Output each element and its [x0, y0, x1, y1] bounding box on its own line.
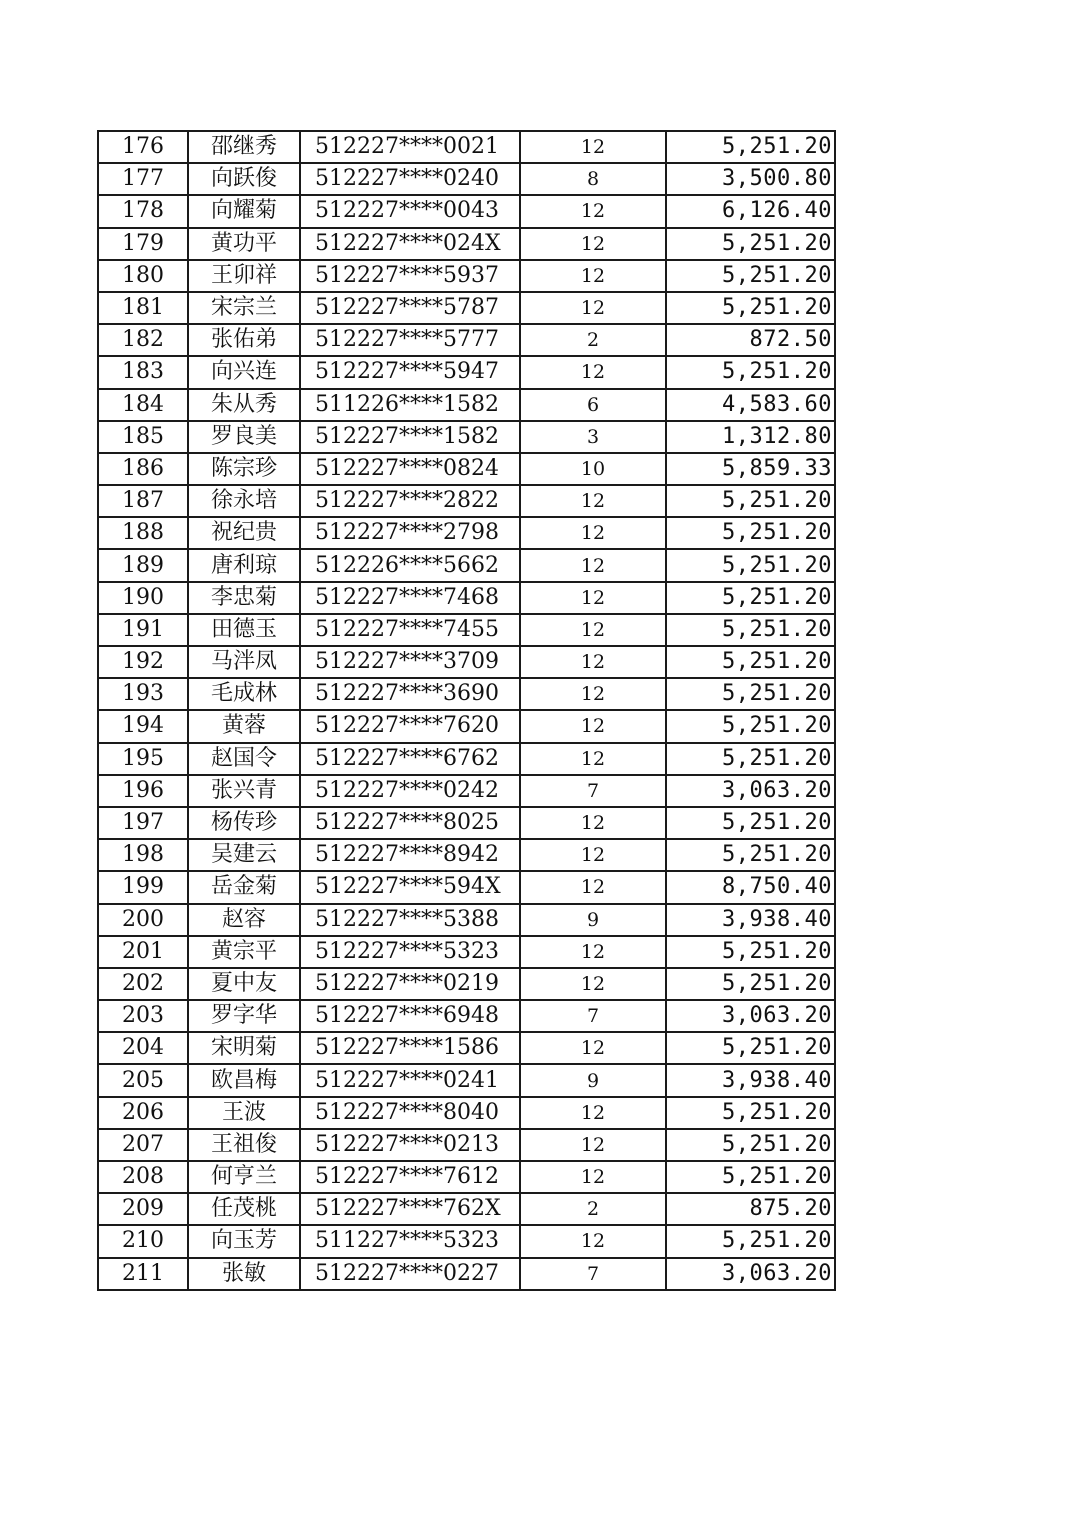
months-cell: 12	[520, 1225, 666, 1257]
amount-cell: 3,938.40	[666, 1064, 835, 1096]
months-cell: 12	[520, 549, 666, 581]
months-cell: 12	[520, 517, 666, 549]
row-number-cell: 199	[98, 871, 188, 903]
months-cell: 12	[520, 807, 666, 839]
row-number-cell: 196	[98, 775, 188, 807]
name-cell: 朱从秀	[188, 389, 300, 421]
id-number-cell: 512227****0043	[300, 195, 520, 227]
name-cell: 任茂桃	[188, 1193, 300, 1225]
row-number-cell: 208	[98, 1161, 188, 1193]
table-row	[98, 1032, 835, 1064]
id-number-cell: 511226****1582	[300, 389, 520, 421]
name-cell: 罗字华	[188, 1000, 300, 1032]
months-cell: 12	[520, 839, 666, 871]
table-row	[98, 743, 835, 775]
row-number-cell: 184	[98, 389, 188, 421]
id-number-cell: 512227****024X	[300, 228, 520, 260]
months-cell: 12	[520, 646, 666, 678]
id-number-cell: 512227****8942	[300, 839, 520, 871]
amount-cell: 5,251.20	[666, 968, 835, 1000]
months-cell: 12	[520, 485, 666, 517]
row-number-cell: 187	[98, 485, 188, 517]
id-number-cell: 512227****3709	[300, 646, 520, 678]
name-cell: 黄功平	[188, 228, 300, 260]
table-row	[98, 292, 835, 324]
table-row	[98, 1129, 835, 1161]
name-cell: 张敏	[188, 1258, 300, 1290]
months-cell: 7	[520, 1258, 666, 1290]
amount-cell: 5,251.20	[666, 549, 835, 581]
months-cell: 12	[520, 614, 666, 646]
name-cell: 王波	[188, 1097, 300, 1129]
months-cell: 12	[520, 1097, 666, 1129]
months-cell: 2	[520, 1193, 666, 1225]
name-cell: 田德玉	[188, 614, 300, 646]
id-number-cell: 512227****5937	[300, 260, 520, 292]
amount-cell: 5,251.20	[666, 356, 835, 388]
row-number-cell: 185	[98, 421, 188, 453]
id-number-cell: 512227****8025	[300, 807, 520, 839]
table-row	[98, 839, 835, 871]
table-row	[98, 356, 835, 388]
table-row	[98, 228, 835, 260]
row-number-cell: 192	[98, 646, 188, 678]
amount-cell: 3,063.20	[666, 775, 835, 807]
row-number-cell: 186	[98, 453, 188, 485]
row-number-cell: 198	[98, 839, 188, 871]
table-row	[98, 936, 835, 968]
months-cell: 3	[520, 421, 666, 453]
months-cell: 12	[520, 228, 666, 260]
row-number-cell: 205	[98, 1064, 188, 1096]
amount-cell: 5,251.20	[666, 646, 835, 678]
amount-cell: 6,126.40	[666, 195, 835, 227]
table-row	[98, 646, 835, 678]
name-cell: 夏中友	[188, 968, 300, 1000]
name-cell: 向跃俊	[188, 163, 300, 195]
id-number-cell: 512227****5388	[300, 904, 520, 936]
table-row	[98, 710, 835, 742]
table-row	[98, 1000, 835, 1032]
id-number-cell: 512227****2822	[300, 485, 520, 517]
table-row	[98, 131, 835, 163]
amount-cell: 875.20	[666, 1193, 835, 1225]
row-number-cell: 193	[98, 678, 188, 710]
amount-cell: 5,251.20	[666, 582, 835, 614]
name-cell: 徐永培	[188, 485, 300, 517]
amount-cell: 5,251.20	[666, 678, 835, 710]
table-row	[98, 871, 835, 903]
row-number-cell: 207	[98, 1129, 188, 1161]
row-number-cell: 201	[98, 936, 188, 968]
id-number-cell: 512227****7468	[300, 582, 520, 614]
table-row	[98, 968, 835, 1000]
name-cell: 罗良美	[188, 421, 300, 453]
row-number-cell: 194	[98, 710, 188, 742]
table-row	[98, 195, 835, 227]
row-number-cell: 210	[98, 1225, 188, 1257]
months-cell: 8	[520, 163, 666, 195]
id-number-cell: 512227****7620	[300, 710, 520, 742]
recipient-table	[97, 130, 836, 1291]
id-number-cell: 512227****1586	[300, 1032, 520, 1064]
amount-cell: 5,251.20	[666, 517, 835, 549]
name-cell: 张兴青	[188, 775, 300, 807]
name-cell: 祝纪贵	[188, 517, 300, 549]
id-number-cell: 512227****762X	[300, 1193, 520, 1225]
id-number-cell: 512227****0219	[300, 968, 520, 1000]
name-cell: 赵国令	[188, 743, 300, 775]
months-cell: 12	[520, 131, 666, 163]
name-cell: 王祖俊	[188, 1129, 300, 1161]
id-number-cell: 511227****5323	[300, 1225, 520, 1257]
row-number-cell: 190	[98, 582, 188, 614]
amount-cell: 5,251.20	[666, 1161, 835, 1193]
table-row	[98, 260, 835, 292]
months-cell: 12	[520, 871, 666, 903]
table-row	[98, 485, 835, 517]
id-number-cell: 512227****0241	[300, 1064, 520, 1096]
id-number-cell: 512227****5777	[300, 324, 520, 356]
name-cell: 欧昌梅	[188, 1064, 300, 1096]
amount-cell: 5,859.33	[666, 453, 835, 485]
name-cell: 何亨兰	[188, 1161, 300, 1193]
table-row	[98, 1161, 835, 1193]
id-number-cell: 512227****0213	[300, 1129, 520, 1161]
row-number-cell: 183	[98, 356, 188, 388]
id-number-cell: 512227****3690	[300, 678, 520, 710]
amount-cell: 3,063.20	[666, 1000, 835, 1032]
id-number-cell: 512227****0227	[300, 1258, 520, 1290]
amount-cell: 4,583.60	[666, 389, 835, 421]
table-row	[98, 614, 835, 646]
amount-cell: 5,251.20	[666, 839, 835, 871]
row-number-cell: 203	[98, 1000, 188, 1032]
table-row	[98, 421, 835, 453]
id-number-cell: 512227****6948	[300, 1000, 520, 1032]
row-number-cell: 188	[98, 517, 188, 549]
months-cell: 12	[520, 1032, 666, 1064]
id-number-cell: 512227****7612	[300, 1161, 520, 1193]
months-cell: 12	[520, 195, 666, 227]
amount-cell: 5,251.20	[666, 228, 835, 260]
row-number-cell: 197	[98, 807, 188, 839]
months-cell: 12	[520, 1161, 666, 1193]
row-number-cell: 191	[98, 614, 188, 646]
months-cell: 12	[520, 582, 666, 614]
name-cell: 马泮凤	[188, 646, 300, 678]
name-cell: 杨传珍	[188, 807, 300, 839]
months-cell: 9	[520, 904, 666, 936]
amount-cell: 3,063.20	[666, 1258, 835, 1290]
row-number-cell: 202	[98, 968, 188, 1000]
months-cell: 12	[520, 356, 666, 388]
name-cell: 赵容	[188, 904, 300, 936]
name-cell: 黄蓉	[188, 710, 300, 742]
amount-cell: 5,251.20	[666, 260, 835, 292]
id-number-cell: 512227****6762	[300, 743, 520, 775]
months-cell: 12	[520, 678, 666, 710]
amount-cell: 1,312.80	[666, 421, 835, 453]
amount-cell: 872.50	[666, 324, 835, 356]
row-number-cell: 189	[98, 549, 188, 581]
row-number-cell: 206	[98, 1097, 188, 1129]
table-row	[98, 549, 835, 581]
months-cell: 12	[520, 260, 666, 292]
table-row	[98, 582, 835, 614]
amount-cell: 5,251.20	[666, 743, 835, 775]
name-cell: 李忠菊	[188, 582, 300, 614]
name-cell: 向玉芳	[188, 1225, 300, 1257]
months-cell: 7	[520, 775, 666, 807]
name-cell: 宋明菊	[188, 1032, 300, 1064]
table-row	[98, 775, 835, 807]
amount-cell: 3,500.80	[666, 163, 835, 195]
name-cell: 陈宗珍	[188, 453, 300, 485]
amount-cell: 5,251.20	[666, 710, 835, 742]
amount-cell: 5,251.20	[666, 1097, 835, 1129]
name-cell: 吴建云	[188, 839, 300, 871]
table-row	[98, 1097, 835, 1129]
id-number-cell: 512227****5787	[300, 292, 520, 324]
table-row	[98, 807, 835, 839]
id-number-cell: 512227****0242	[300, 775, 520, 807]
amount-cell: 5,251.20	[666, 614, 835, 646]
row-number-cell: 178	[98, 195, 188, 227]
table-row	[98, 1193, 835, 1225]
name-cell: 黄宗平	[188, 936, 300, 968]
id-number-cell: 512227****8040	[300, 1097, 520, 1129]
table-row	[98, 1064, 835, 1096]
id-number-cell: 512227****5947	[300, 356, 520, 388]
name-cell: 唐利琼	[188, 549, 300, 581]
table-body	[98, 131, 835, 1290]
amount-cell: 5,251.20	[666, 485, 835, 517]
name-cell: 向兴连	[188, 356, 300, 388]
id-number-cell: 512226****5662	[300, 549, 520, 581]
id-number-cell: 512227****0240	[300, 163, 520, 195]
amount-cell: 5,251.20	[666, 1129, 835, 1161]
amount-cell: 5,251.20	[666, 292, 835, 324]
table-row	[98, 389, 835, 421]
row-number-cell: 195	[98, 743, 188, 775]
row-number-cell: 211	[98, 1258, 188, 1290]
name-cell: 向耀菊	[188, 195, 300, 227]
table-row	[98, 1258, 835, 1290]
months-cell: 10	[520, 453, 666, 485]
name-cell: 王卯祥	[188, 260, 300, 292]
row-number-cell: 177	[98, 163, 188, 195]
table-row	[98, 904, 835, 936]
row-number-cell: 181	[98, 292, 188, 324]
id-number-cell: 512227****0021	[300, 131, 520, 163]
amount-cell: 5,251.20	[666, 131, 835, 163]
id-number-cell: 512227****2798	[300, 517, 520, 549]
row-number-cell: 204	[98, 1032, 188, 1064]
table-row	[98, 1225, 835, 1257]
table-row	[98, 678, 835, 710]
name-cell: 毛成林	[188, 678, 300, 710]
row-number-cell: 182	[98, 324, 188, 356]
amount-cell: 5,251.20	[666, 807, 835, 839]
months-cell: 12	[520, 743, 666, 775]
row-number-cell: 179	[98, 228, 188, 260]
id-number-cell: 512227****7455	[300, 614, 520, 646]
name-cell: 宋宗兰	[188, 292, 300, 324]
amount-cell: 3,938.40	[666, 904, 835, 936]
months-cell: 12	[520, 1129, 666, 1161]
months-cell: 12	[520, 936, 666, 968]
months-cell: 9	[520, 1064, 666, 1096]
amount-cell: 5,251.20	[666, 936, 835, 968]
table-row	[98, 163, 835, 195]
months-cell: 12	[520, 968, 666, 1000]
id-number-cell: 512227****1582	[300, 421, 520, 453]
id-number-cell: 512227****594X	[300, 871, 520, 903]
row-number-cell: 200	[98, 904, 188, 936]
name-cell: 张佑弟	[188, 324, 300, 356]
table-row	[98, 517, 835, 549]
months-cell: 6	[520, 389, 666, 421]
months-cell: 12	[520, 292, 666, 324]
table-row	[98, 453, 835, 485]
amount-cell: 5,251.20	[666, 1032, 835, 1064]
name-cell: 邵继秀	[188, 131, 300, 163]
amount-cell: 8,750.40	[666, 871, 835, 903]
months-cell: 2	[520, 324, 666, 356]
months-cell: 7	[520, 1000, 666, 1032]
name-cell: 岳金菊	[188, 871, 300, 903]
row-number-cell: 209	[98, 1193, 188, 1225]
row-number-cell: 180	[98, 260, 188, 292]
id-number-cell: 512227****0824	[300, 453, 520, 485]
table-row	[98, 324, 835, 356]
row-number-cell: 176	[98, 131, 188, 163]
months-cell: 12	[520, 710, 666, 742]
id-number-cell: 512227****5323	[300, 936, 520, 968]
amount-cell: 5,251.20	[666, 1225, 835, 1257]
